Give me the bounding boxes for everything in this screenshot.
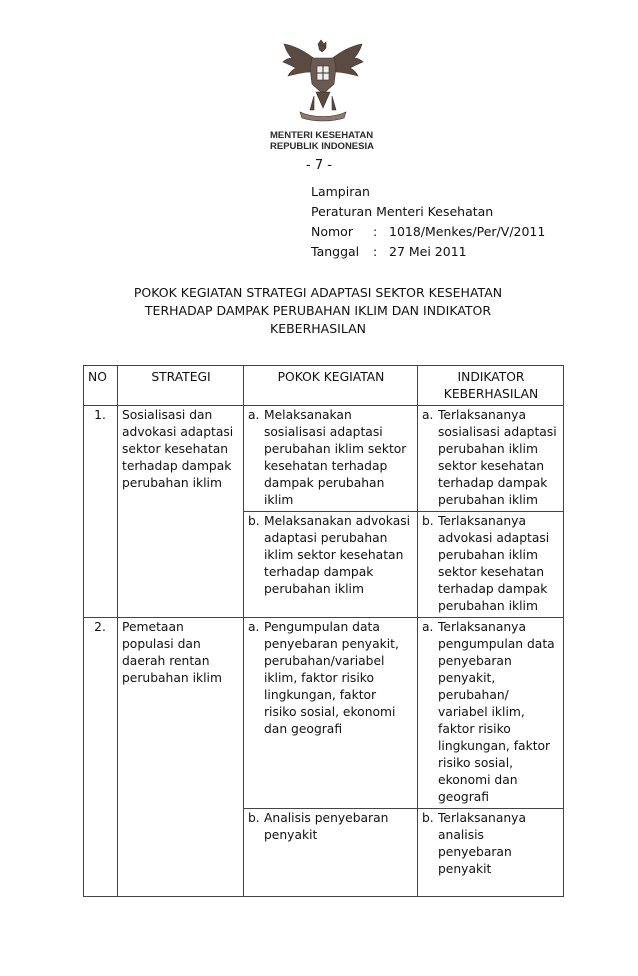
- pokok-line: iklim: [264, 493, 294, 507]
- indikator-line: faktor risiko: [438, 722, 511, 736]
- page-number: - 7 -: [306, 158, 332, 173]
- title-line-2: TERHADAP DAMPAK PERUBAHAN IKLIM DAN INDIKATOR: [144, 303, 492, 318]
- indikator-line: Terlaksananya: [438, 620, 526, 634]
- pokok-kegiatan-cell: [244, 512, 418, 618]
- lampiran-block: [311, 182, 545, 262]
- pokok-line: terhadap dampak: [264, 565, 374, 579]
- nomor-label: Nomor: [311, 224, 353, 239]
- list-letter: a.: [248, 408, 260, 422]
- indikator-cell: [418, 406, 564, 512]
- lampiran-regulation: Peraturan Menteri Kesehatan: [311, 204, 494, 219]
- strategi-line: terhadap dampak: [122, 459, 232, 473]
- strategi-line: sektor kesehatan: [122, 442, 229, 456]
- indikator-line: Terlaksananya: [438, 408, 526, 422]
- header-indikator-line-1: INDIKATOR: [457, 370, 525, 384]
- document-title: [88, 284, 548, 338]
- strategi-line: advokasi adaptasi: [122, 425, 234, 439]
- pokok-line: penyebaran penyakit,: [264, 637, 399, 651]
- indikator-line: analisis: [438, 828, 484, 842]
- pokok-line: Melaksanakan: [264, 408, 352, 422]
- nomor-value: 1018/Menkes/Per/V/2011: [389, 224, 546, 239]
- indikator-line: advokasi adaptasi: [438, 531, 550, 545]
- indikator-line: sosialisasi adaptasi: [438, 425, 557, 439]
- tanggal-label: Tanggal: [311, 244, 360, 259]
- indikator-line: Terlaksananya: [438, 514, 526, 528]
- indikator-line: terhadap dampak: [438, 476, 548, 490]
- indikator-line: terhadap dampak: [438, 582, 548, 596]
- indikator-line: penyakit: [438, 862, 492, 876]
- nomor-colon: :: [373, 224, 378, 239]
- indikator-cell: [418, 809, 564, 897]
- pokok-line: perubahan iklim sektor: [264, 442, 407, 456]
- table-row: [84, 406, 564, 512]
- list-letter: b.: [248, 514, 260, 528]
- indikator-line: sektor kesehatan: [438, 459, 545, 473]
- pokok-line: sosialisasi adaptasi: [264, 425, 383, 439]
- indikator-line: perubahan iklim: [438, 599, 538, 613]
- indikator-line: sektor kesehatan: [438, 565, 545, 579]
- indikator-line: perubahan/: [438, 688, 509, 702]
- header-no: NO: [84, 366, 118, 406]
- tanggal-colon: :: [373, 244, 378, 259]
- strategy-table: [83, 365, 564, 897]
- list-letter: a.: [422, 408, 434, 422]
- indikator-line: perubahan iklim: [438, 548, 538, 562]
- garuda-emblem-icon: [278, 38, 368, 128]
- row-number: 1.: [84, 406, 118, 618]
- header-pokok-kegiatan: POKOK KEGIATAN: [244, 366, 418, 406]
- strategi-line: perubahan iklim: [122, 671, 222, 685]
- list-letter: a.: [422, 620, 434, 634]
- title-line-3: KEBERHASILAN: [270, 321, 366, 336]
- indikator-line: perubahan iklim: [438, 493, 538, 507]
- strategi-line: Sosialisasi dan: [122, 408, 213, 422]
- indikator-line: penyebaran: [438, 845, 512, 859]
- indikator-line: ekonomi dan: [438, 773, 518, 787]
- list-letter: a.: [248, 620, 260, 634]
- pokok-line: kesehatan terhadap: [264, 459, 388, 473]
- pokok-line: iklim, faktor risiko: [264, 671, 374, 685]
- indikator-line: geografi: [438, 790, 490, 804]
- pokok-line: risiko sosial, ekonomi: [264, 705, 396, 719]
- pokok-line: adaptasi perubahan: [264, 531, 388, 545]
- strategi-line: perubahan iklim: [122, 476, 222, 490]
- indikator-line: pengumpulan data: [438, 637, 555, 651]
- pokok-line: perubahan iklim: [264, 582, 364, 596]
- strategi-cell: [118, 618, 244, 897]
- list-letter: b.: [248, 811, 260, 825]
- indikator-line: risiko sosial,: [438, 756, 514, 770]
- ministry-line-1: MENTERI KESEHATAN: [270, 130, 374, 141]
- pokok-line: dampak perubahan: [264, 476, 385, 490]
- header-indikator-line-2: KEBERHASILAN: [443, 387, 539, 401]
- lampiran-heading: Lampiran: [311, 184, 370, 199]
- pokok-kegiatan-cell: [244, 406, 418, 512]
- pokok-line: iklim sektor kesehatan: [264, 548, 404, 562]
- row-number: 2.: [84, 618, 118, 897]
- header-strategi: STRATEGI: [118, 366, 244, 406]
- table-row: [84, 618, 564, 809]
- indikator-line: variabel iklim,: [438, 705, 525, 719]
- strategi-line: daerah rentan: [122, 654, 210, 668]
- lampiran-nomor-row: [311, 222, 545, 242]
- pokok-line: Melaksanakan advokasi: [264, 514, 411, 528]
- ministry-letterhead: [270, 130, 374, 152]
- table-header-row: [84, 366, 564, 406]
- title-line-1: POKOK KEGIATAN STRATEGI ADAPTASI SEKTOR KESEHATAN: [133, 285, 503, 300]
- header-indikator: [418, 366, 564, 406]
- indikator-line: lingkungan, faktor: [438, 739, 551, 753]
- tanggal-value: 27 Mei 2011: [389, 244, 467, 259]
- ministry-line-2: REPUBLIK INDONESIA: [270, 141, 374, 152]
- indikator-line: penyakit,: [438, 671, 496, 685]
- strategi-cell: [118, 406, 244, 618]
- indikator-cell: [418, 618, 564, 809]
- table-body: [84, 406, 564, 897]
- pokok-line: penyakit: [264, 828, 318, 842]
- indikator-line: perubahan iklim: [438, 442, 538, 456]
- list-letter: b.: [422, 811, 434, 825]
- indikator-line: penyebaran: [438, 654, 512, 668]
- strategi-line: Pemetaan: [122, 620, 184, 634]
- indikator-line: Terlaksananya: [438, 811, 526, 825]
- pokok-line: perubahan/variabel: [264, 654, 385, 668]
- list-letter: b.: [422, 514, 434, 528]
- strategi-line: populasi dan: [122, 637, 201, 651]
- indikator-cell: [418, 512, 564, 618]
- pokok-line: Analisis penyebaran: [264, 811, 389, 825]
- pokok-line: Pengumpulan data: [264, 620, 380, 634]
- pokok-kegiatan-cell: [244, 809, 418, 897]
- lampiran-tanggal-row: [311, 242, 545, 262]
- pokok-line: lingkungan, faktor: [264, 688, 377, 702]
- pokok-kegiatan-cell: [244, 618, 418, 809]
- pokok-line: dan geografi: [264, 722, 343, 736]
